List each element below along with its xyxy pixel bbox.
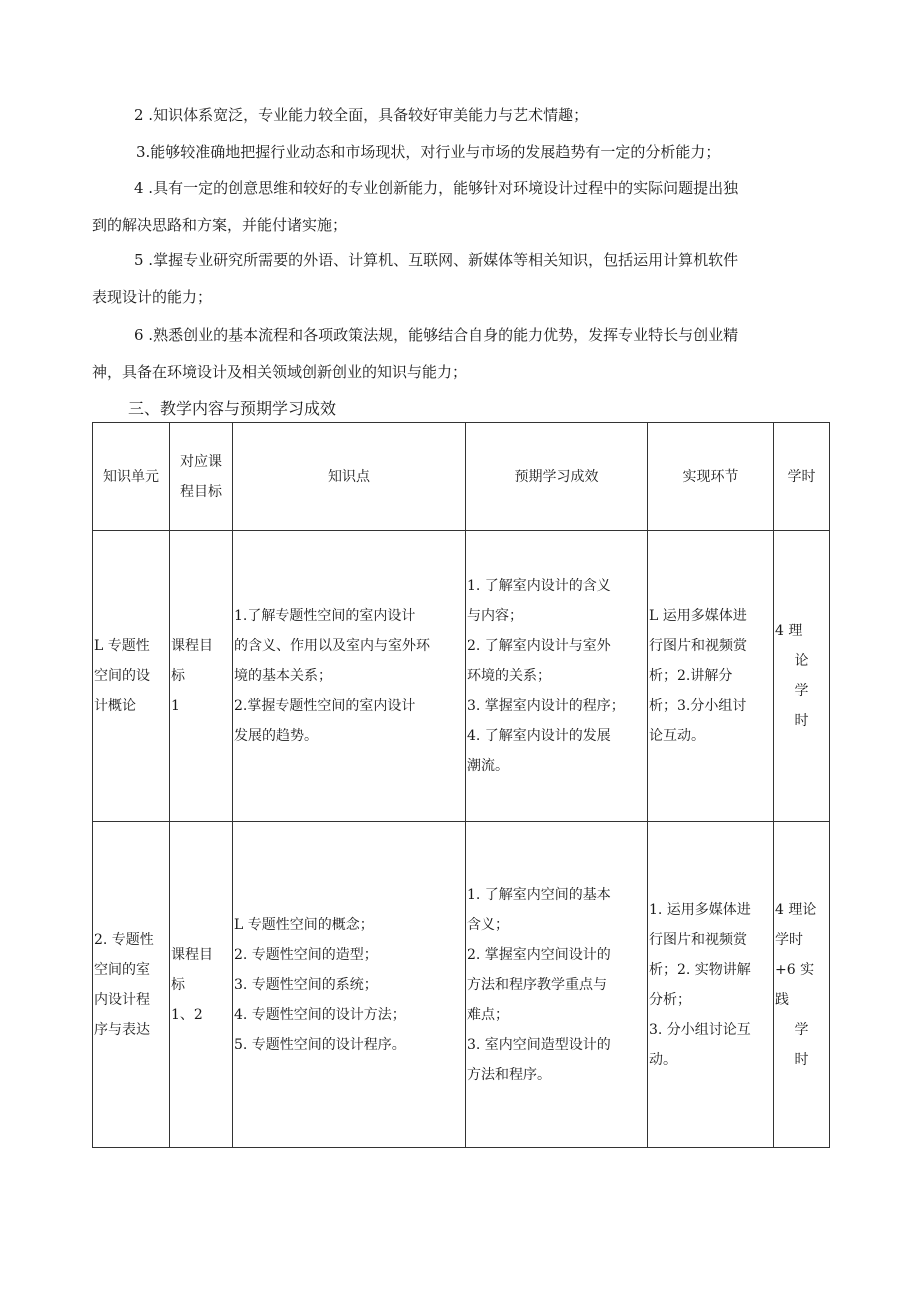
- cell-line: 学时: [775, 931, 803, 948]
- cell-line: 2. 了解室内设计与室外: [467, 638, 611, 654]
- cell-line: L 专题性空间的概念；: [234, 916, 374, 933]
- paragraph-first-line: 4 .具有一定的创意思维和较好的专业创新能力，能够针对环境设计过程中的实际问题提出独: [134, 179, 739, 197]
- cell-line: 时: [794, 1051, 809, 1068]
- cell-method: [648, 822, 774, 1148]
- cell-line: 1. 了解室内设计的含义: [467, 578, 611, 594]
- cell-target: [170, 822, 233, 1148]
- cell-target: [170, 531, 233, 822]
- cell-line: 序与表达: [94, 1021, 150, 1038]
- cell-line: 4. 专题性空间的设计方法；: [234, 1006, 406, 1023]
- cell-line: 4. 了解室内设计的发展: [467, 728, 611, 744]
- cell-points: [233, 822, 466, 1148]
- cell-line: 5. 专题性空间的设计程序。: [234, 1036, 406, 1053]
- cell-outcomes: [466, 531, 648, 822]
- cell-line: 动。: [649, 1051, 677, 1068]
- cell-line: 标: [171, 976, 185, 993]
- cell-line: 内设计程: [94, 991, 150, 1008]
- cell-line: 的含义、作用以及室内与室外环: [234, 638, 430, 654]
- cell-line: 计概论: [94, 698, 136, 714]
- cell-line: 1. 了解室内空间的基本: [467, 886, 611, 903]
- objective-paragraph: [92, 170, 832, 244]
- cell-line: 析；2. 实物讲解: [649, 961, 751, 978]
- section-title: 三、教学内容与预期学习成效: [128, 399, 337, 418]
- cell-unit: [93, 822, 170, 1148]
- cell-line: 4 理: [775, 623, 803, 639]
- cell-line: 论: [794, 653, 809, 669]
- cell-line: 3. 室内空间造型设计的: [467, 1036, 611, 1053]
- cell-line: 学: [794, 683, 809, 699]
- cell-line: 难点；: [467, 1006, 509, 1023]
- paragraph-first-line: 3.能够较准确地把握行业动态和市场现状，对行业与市场的发展趋势有一定的分析能力；: [136, 143, 721, 161]
- table-row: [93, 531, 830, 822]
- cell-line: L 运用多媒体进: [649, 608, 747, 624]
- header-target-line: 对应课: [180, 453, 222, 470]
- objective-paragraph: [92, 317, 832, 391]
- cell-line: 与内容；: [467, 608, 523, 624]
- cell-line: 2. 专题性空间的造型；: [234, 946, 378, 963]
- cell-line: 行图片和视频赏: [649, 931, 747, 948]
- header-target: [170, 423, 233, 531]
- paragraph-first-line: 6 .熟悉创业的基本流程和各项政策法规，能够结合自身的能力优势，发挥专业特长与创业精: [134, 326, 739, 344]
- cell-line: 空间的设: [94, 668, 150, 684]
- header-method: 实现环节: [648, 423, 774, 531]
- cell-method: [648, 531, 774, 822]
- cell-line: 环境的关系；: [467, 668, 551, 684]
- cell-line: +6 实践: [775, 961, 815, 1008]
- cell-line: 4 理论: [775, 901, 817, 918]
- cell-line: 3. 掌握室内设计的程序；: [467, 698, 625, 714]
- header-unit: 知识单元: [93, 423, 170, 531]
- header-hours: 学时: [774, 423, 830, 531]
- cell-line: L 专题性: [94, 638, 150, 654]
- cell-line: 3. 专题性空间的系统；: [234, 976, 378, 993]
- cell-line: 1、2: [171, 1006, 203, 1023]
- cell-line: 方法和程序。: [467, 1066, 551, 1083]
- cell-line: 标: [171, 668, 185, 684]
- cell-line: 分析；: [649, 991, 691, 1008]
- cell-hours: [774, 822, 830, 1148]
- cell-line: 空间的室: [94, 961, 150, 978]
- cell-line: 1. 运用多媒体进: [649, 901, 751, 918]
- cell-line: 发展的趋势。: [234, 728, 318, 744]
- cell-line: 论互动。: [649, 728, 705, 744]
- cell-line: 2. 掌握室内空间设计的: [467, 946, 611, 963]
- cell-line: 境的基本关系；: [234, 668, 332, 684]
- objective-paragraph: [92, 97, 832, 134]
- header-outcomes: 预期学习成效: [466, 423, 648, 531]
- cell-line: 时: [794, 713, 809, 729]
- syllabus-table: [92, 422, 830, 1148]
- cell-hours: [774, 531, 830, 822]
- cell-line: 课程目: [171, 946, 213, 963]
- cell-line: 方法和程序教学重点与: [467, 976, 607, 993]
- header-target-line: 程目标: [180, 483, 222, 500]
- cell-line: 2.掌握专题性空间的室内设计: [234, 698, 416, 714]
- table-row: [93, 822, 830, 1148]
- paragraph-continuation: 表现设计的能力；: [92, 288, 213, 306]
- cell-line: 3. 分小组讨论互: [649, 1021, 751, 1038]
- cell-line: 析；3.分小组讨: [649, 698, 747, 714]
- paragraph-continuation: 到的解决思路和方案，并能付诸实施；: [92, 216, 348, 234]
- objective-paragraph: [92, 242, 832, 316]
- cell-unit: [93, 531, 170, 822]
- cell-line: 学: [794, 1021, 809, 1038]
- cell-line: 1.了解专题性空间的室内设计: [234, 608, 416, 624]
- cell-line: 课程目: [171, 638, 213, 654]
- paragraph-continuation: 神，具备在环境设计及相关领域创新创业的知识与能力；: [92, 363, 468, 381]
- cell-outcomes: [466, 822, 648, 1148]
- cell-line: 1: [171, 698, 180, 714]
- cell-line: 含义；: [467, 916, 509, 933]
- cell-points: [233, 531, 466, 822]
- paragraph-first-line: 2 .知识体系宽泛，专业能力较全面，具备较好审美能力与艺术情趣；: [134, 106, 589, 124]
- cell-line: 行图片和视频赏: [649, 638, 747, 654]
- objective-paragraph: [92, 134, 832, 171]
- cell-line: 析；2.讲解分: [649, 668, 733, 684]
- header-points: 知识点: [233, 423, 466, 531]
- paragraph-first-line: 5 .掌握专业研究所需要的外语、计算机、互联网、新媒体等相关知识，包括运用计算机软件: [134, 251, 739, 269]
- table-header-row: [93, 423, 830, 531]
- cell-line: 潮流。: [467, 758, 509, 774]
- cell-line: 2. 专题性: [94, 931, 154, 948]
